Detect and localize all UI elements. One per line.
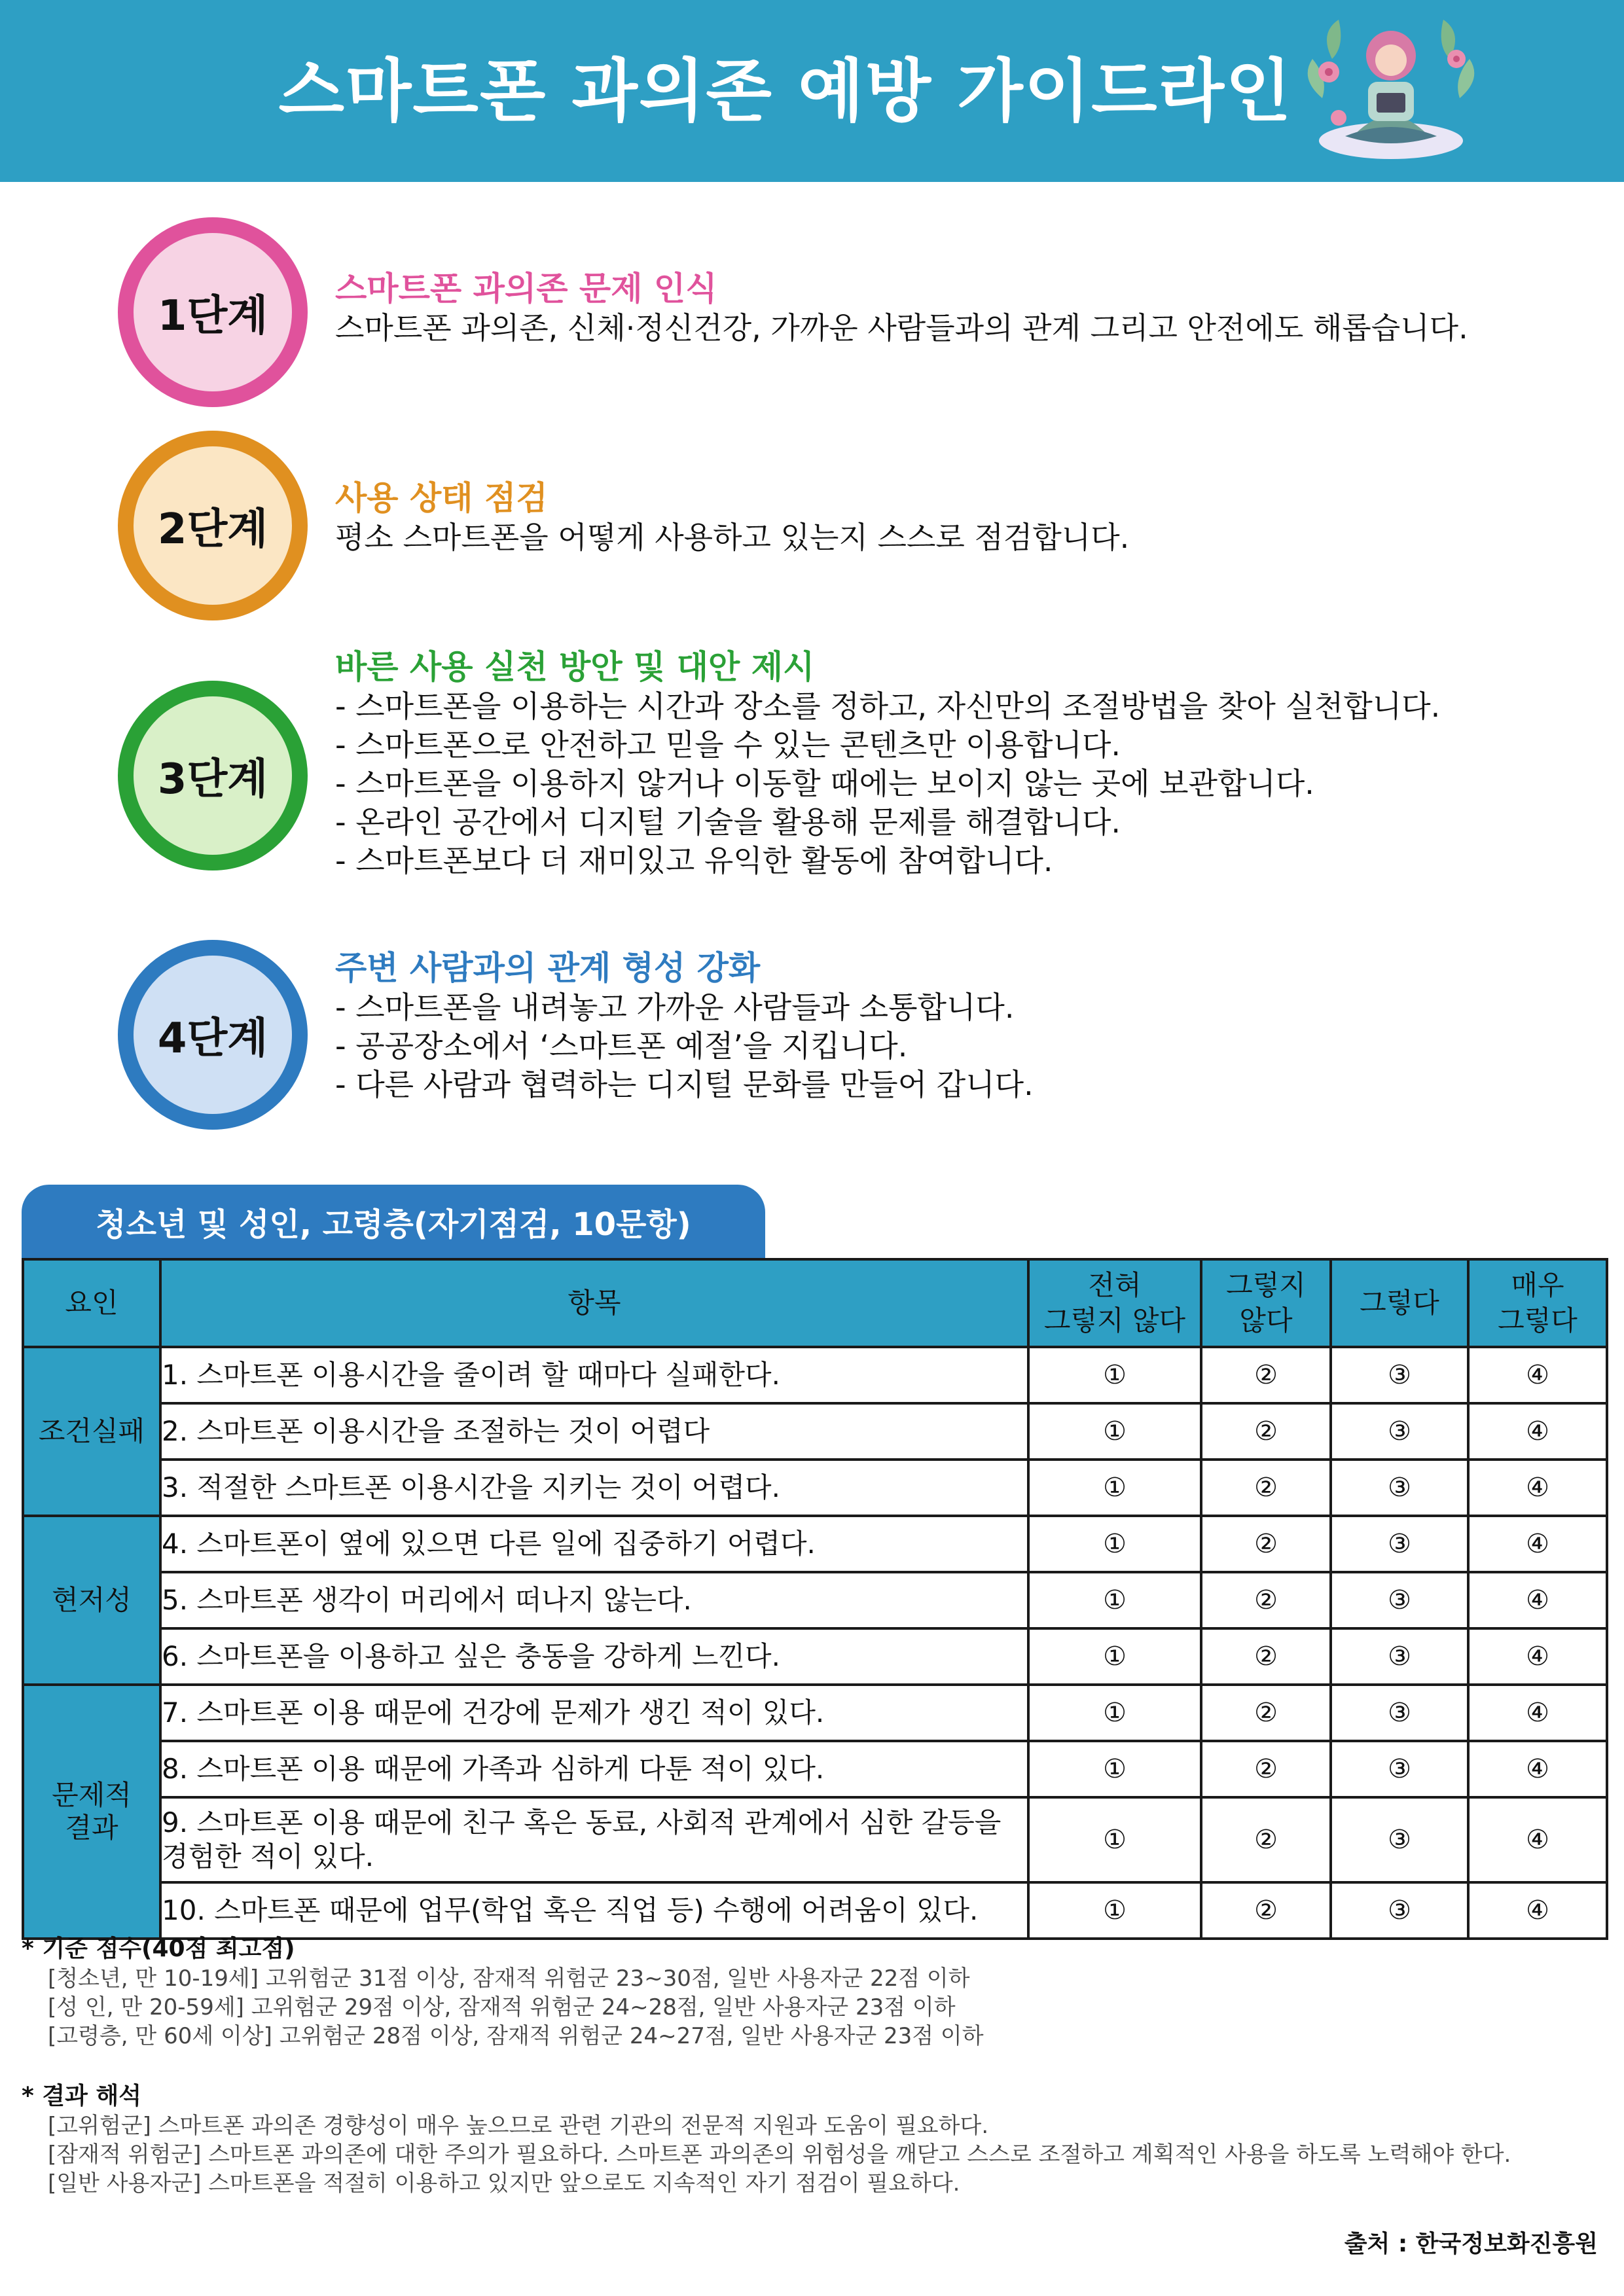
item-text: 2. 스마트폰 이용시간을 조절하는 것이 어렵다 — [160, 1403, 1028, 1460]
option-4[interactable]: ④ — [1468, 1882, 1607, 1939]
option-2[interactable]: ② — [1201, 1685, 1331, 1741]
header-opt3: 그렇다 — [1331, 1259, 1468, 1347]
result-line: [잠재적 위험군] 스마트폰 과의존에 대한 주의가 필요하다. 스마트폰 과의존의 위험성을 깨닫고 스스로 조절하고 계획적인 사용을 하도록 노력해야 한다. — [48, 2142, 1511, 2168]
option-3[interactable]: ③ — [1331, 1882, 1468, 1939]
step-2-label: 2단계 — [157, 505, 268, 554]
criteria-title: * 기준 점수(40점 최고점) — [22, 1935, 295, 1962]
item-text: 8. 스마트폰 이용 때문에 가족과 심하게 다툰 적이 있다. — [160, 1741, 1028, 1797]
step-3-line: - 스마트폰을 이용하는 시간과 장소를 정하고, 자신만의 조절방법을 찾아 실천합니다. — [335, 689, 1441, 724]
step-4-line: - 다른 사람과 협력하는 디지털 문화를 만들어 갑니다. — [335, 1067, 1034, 1102]
step-1-label: 1단계 — [157, 292, 268, 340]
item-text: 9. 스마트폰 이용 때문에 친구 혹은 동료, 사회적 관계에서 심한 갈등을 경험한 적이 있다. — [160, 1797, 1028, 1882]
table-row — [23, 1741, 1607, 1797]
header-item: 항목 — [160, 1259, 1028, 1347]
criteria-line: [청소년, 만 10-19세] 고위험군 31점 이상, 잠재적 위험군 23~30점, 일반 사용자군 22점 이하 — [48, 1965, 970, 1992]
option-1[interactable]: ① — [1028, 1347, 1201, 1403]
option-1[interactable]: ① — [1028, 1882, 1201, 1939]
option-4[interactable]: ④ — [1468, 1572, 1607, 1628]
step-4-line: - 스마트폰을 내려놓고 가까운 사람들과 소통합니다. — [335, 990, 1015, 1025]
step-3-line: - 스마트폰으로 안전하고 믿을 수 있는 콘텐츠만 이용합니다. — [335, 727, 1121, 762]
table-row — [23, 1403, 1607, 1460]
meditating-person-illustration — [1293, 20, 1489, 160]
step-3-badge — [118, 681, 308, 870]
option-2[interactable]: ② — [1201, 1516, 1331, 1572]
header-opt4: 매우 그렇다 — [1468, 1259, 1607, 1347]
step-2-badge — [118, 431, 308, 620]
table-title-tab: 청소년 및 성인, 고령층(자기점검, 10문항) — [22, 1185, 765, 1258]
step-3-line: - 스마트폰을 이용하지 않거나 이동할 때에는 보이지 않는 곳에 보관합니다. — [335, 766, 1314, 801]
criteria-notes — [22, 1934, 1606, 2051]
item-text: 6. 스마트폰을 이용하고 싶은 충동을 강하게 느낀다. — [160, 1628, 1028, 1685]
step-4-content — [335, 948, 1034, 1104]
result-title: * 결과 해석 — [22, 2083, 141, 2109]
option-4[interactable]: ④ — [1468, 1797, 1607, 1882]
option-2[interactable]: ② — [1201, 1572, 1331, 1628]
item-text: 1. 스마트폰 이용시간을 줄이려 할 때마다 실패한다. — [160, 1347, 1028, 1403]
option-4[interactable]: ④ — [1468, 1516, 1607, 1572]
option-3[interactable]: ③ — [1331, 1516, 1468, 1572]
option-1[interactable]: ① — [1028, 1685, 1201, 1741]
step-2-title: 사용 상태 점검 — [335, 479, 548, 517]
table-header-row — [23, 1259, 1607, 1347]
option-2[interactable]: ② — [1201, 1797, 1331, 1882]
group-condition-failure: 조건실패 — [23, 1347, 160, 1516]
option-3[interactable]: ③ — [1331, 1628, 1468, 1685]
step-3-content — [335, 647, 1440, 880]
step-3-line: - 온라인 공간에서 디지털 기술을 활용해 문제를 해결합니다. — [335, 804, 1121, 840]
option-4[interactable]: ④ — [1468, 1403, 1607, 1460]
header-opt2: 그렇지 않다 — [1201, 1259, 1331, 1347]
option-3[interactable]: ③ — [1331, 1797, 1468, 1882]
step-3-line: - 스마트폰보다 더 재미있고 유익한 활동에 참여합니다. — [335, 843, 1053, 878]
option-2[interactable]: ② — [1201, 1403, 1331, 1460]
header-factor: 요인 — [23, 1259, 160, 1347]
table-row — [23, 1572, 1607, 1628]
option-4[interactable]: ④ — [1468, 1685, 1607, 1741]
step-1-badge — [118, 217, 308, 407]
option-3[interactable]: ③ — [1331, 1685, 1468, 1741]
option-3[interactable]: ③ — [1331, 1741, 1468, 1797]
step-2-content — [335, 478, 1129, 557]
item-text: 5. 스마트폰 생각이 머리에서 떠나지 않는다. — [160, 1572, 1028, 1628]
criteria-line: [성 인, 만 20-59세] 고위험군 29점 이상, 잠재적 위험군 24~28점, 일반 사용자군 23점 이하 — [48, 1994, 956, 2020]
option-4[interactable]: ④ — [1468, 1347, 1607, 1403]
option-3[interactable]: ③ — [1331, 1572, 1468, 1628]
group-salience: 현저성 — [23, 1516, 160, 1685]
source-credit: 출처 : 한국정보화진흥원 — [1344, 2231, 1598, 2257]
step-4-label: 4단계 — [157, 1014, 268, 1063]
self-check-table — [22, 1258, 1608, 1940]
option-1[interactable]: ① — [1028, 1628, 1201, 1685]
step-3-title: 바른 사용 실천 방안 및 대안 제시 — [335, 648, 815, 686]
option-1[interactable]: ① — [1028, 1797, 1201, 1882]
step-1-line: 스마트폰 과의존, 신체·정신건강, 가까운 사람들과의 관계 그리고 안전에도 해롭습니다. — [335, 310, 1468, 346]
table-row — [23, 1516, 1607, 1572]
header-banner — [0, 0, 1624, 182]
table-row — [23, 1685, 1607, 1741]
option-1[interactable]: ① — [1028, 1516, 1201, 1572]
group-problematic-result: 문제적 결과 — [23, 1685, 160, 1939]
option-2[interactable]: ② — [1201, 1460, 1331, 1516]
page-title: 스마트폰 과의존 예방 가이드라인 — [278, 51, 1293, 131]
option-3[interactable]: ③ — [1331, 1460, 1468, 1516]
table-row — [23, 1628, 1607, 1685]
option-1[interactable]: ① — [1028, 1460, 1201, 1516]
table-row — [23, 1347, 1607, 1403]
option-2[interactable]: ② — [1201, 1347, 1331, 1403]
table-row — [23, 1882, 1607, 1939]
table-row — [23, 1460, 1607, 1516]
result-line: [고위험군] 스마트폰 과의존 경향성이 매우 높으므로 관련 기관의 전문적 지원과 도움이 필요하다. — [48, 2113, 989, 2139]
option-4[interactable]: ④ — [1468, 1628, 1607, 1685]
option-1[interactable]: ① — [1028, 1572, 1201, 1628]
item-text: 3. 적절한 스마트폰 이용시간을 지키는 것이 어렵다. — [160, 1460, 1028, 1516]
step-1-title: 스마트폰 과의존 문제 인식 — [335, 270, 717, 308]
criteria-line: [고령층, 만 60세 이상] 고위험군 28점 이상, 잠재적 위험군 24~27점, 일반 사용자군 23점 이하 — [48, 2023, 984, 2049]
step-2-line: 평소 스마트폰을 어떻게 사용하고 있는지 스스로 점검합니다. — [335, 520, 1130, 555]
header-opt1: 전혀 그렇지 않다 — [1028, 1259, 1201, 1347]
option-4[interactable]: ④ — [1468, 1460, 1607, 1516]
option-1[interactable]: ① — [1028, 1403, 1201, 1460]
option-3[interactable]: ③ — [1331, 1403, 1468, 1460]
step-4-title: 주변 사람과의 관계 형성 강화 — [335, 949, 761, 987]
option-2[interactable]: ② — [1201, 1741, 1331, 1797]
result-notes — [22, 2081, 1606, 2198]
result-line: [일반 사용자군] 스마트폰을 적절히 이용하고 있지만 앞으로도 지속적인 자기 점검이 필요하다. — [48, 2170, 960, 2197]
table-row — [23, 1797, 1607, 1882]
item-text: 4. 스마트폰이 옆에 있으면 다른 일에 집중하기 어렵다. — [160, 1516, 1028, 1572]
step-3-label: 3단계 — [157, 755, 268, 804]
item-text: 7. 스마트폰 이용 때문에 건강에 문제가 생긴 적이 있다. — [160, 1685, 1028, 1741]
option-1[interactable]: ① — [1028, 1741, 1201, 1797]
option-3[interactable]: ③ — [1331, 1347, 1468, 1403]
step-4-line: - 공공장소에서 ‘스마트폰 예절’을 지킵니다. — [335, 1028, 908, 1064]
step-1-content — [335, 268, 1468, 348]
step-4-badge — [118, 940, 308, 1130]
option-2[interactable]: ② — [1201, 1882, 1331, 1939]
option-4[interactable]: ④ — [1468, 1741, 1607, 1797]
item-text: 10. 스마트폰 때문에 업무(학업 혹은 직업 등) 수행에 어려움이 있다. — [160, 1882, 1028, 1939]
option-2[interactable]: ② — [1201, 1628, 1331, 1685]
